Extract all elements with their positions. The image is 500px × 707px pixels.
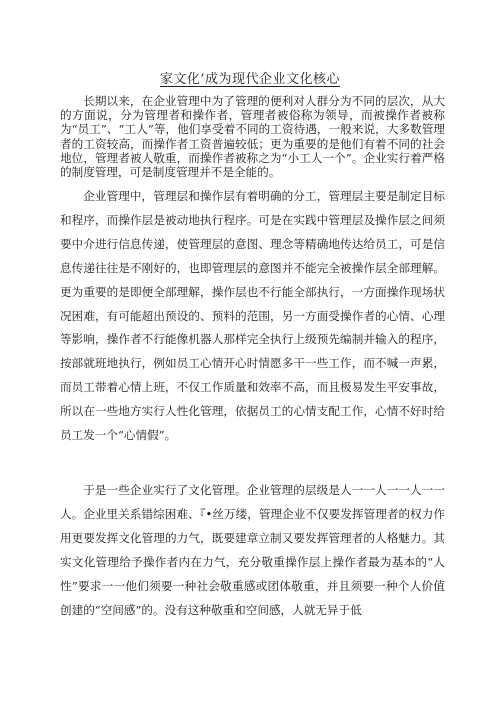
paragraph-3: 于是一些企业实行了文化管理。企业管理的层级是人一一人一一人一一人。企业里关系错综困难、『•丝万缕，管理企业不仅要发挥管理者的权力作用更要发挥文化管理的力气，既要建章立制又要发挥管理者的人格魅力。其实文化管理给予操作者内在力气，充分敬重操作层上操作者最为基本的“人性”要求一一他们须要一种社会敬重感或团体敬重，并且须要一种个人价值创建的“空间感”的。没有这种敬重和空间感，人就无异于低 — [60, 483, 445, 617]
paragraph-2: 企业管理中，管理层和操作层有着明确的分工，管理层主要是制定目标和程序，而操作层是被动地执行程序。可是在实践中管理层及操作层之间须要中介进行信息传递，使管理层的意图、理念等精确地传达给员工，可是信息传递往往是不刚好的，也即管理层的意图并不能完全被操作层全部理解。更为重要的是即便全部理解，操作层也不行能全部执行，一方面操作现场状况困难，有可能超出预设的、预料的范围，另一方面受操作者的心情、心理等影响，操作者不行能像机器人那样完全执行上级预先编制并输入的程序，按部就班地执行，例如员工心情开心时情愿多干一些工作，而不喊一声累，而员工带着心情上班，不仅工作质量和效率不高，而且极易发生平安事故，所以在一些地方实行人性化管理，依据员工的心情支配工作，心情不好时给员工发一个“心情假”。 — [60, 189, 445, 443]
paragraph-1: 长期以来，在企业管理中为了管理的便利对人群分为不同的层次，从大的方面说，分为管理者和操作者，管理者被俗称为领导，而被操作者被称为“员工”、“工人”等，他们享受着不同的工资待遇，一般来说，大多数管理者的工资较高，而操作者工资普遍较低；更为重要的是他们有着不同的社会地位，管理者被人敬重，而操作者被称之为“小工人一个”。企业实行着严格的制度管理，可是制度管理并不是全能的。 — [60, 94, 445, 180]
document-title: 家文化’成为现代企业文化核心 — [159, 72, 341, 87]
